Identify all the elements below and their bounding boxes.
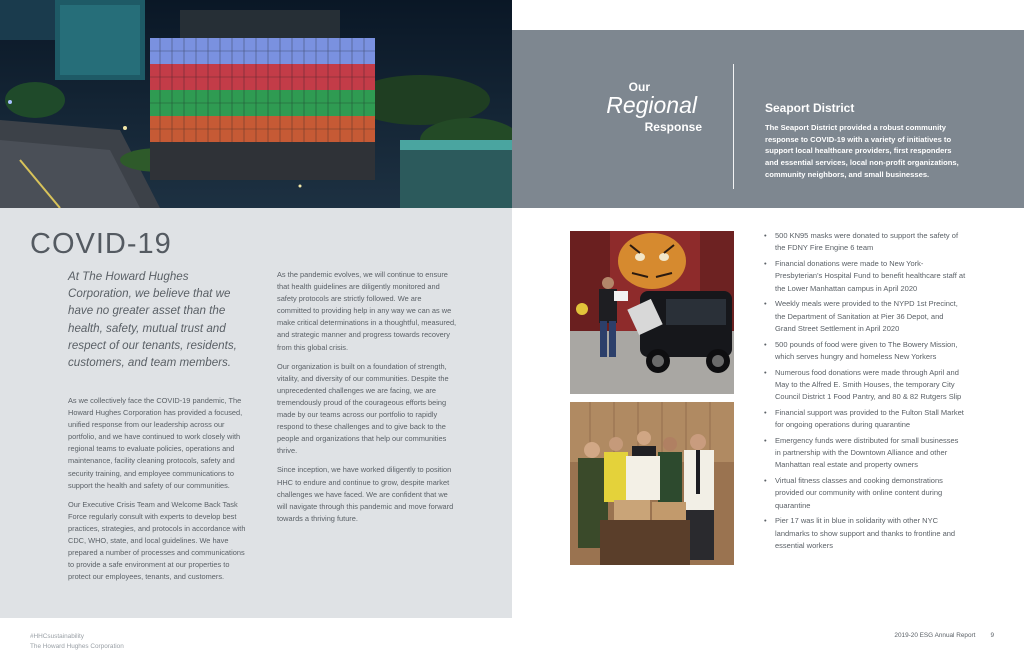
footer-company: The Howard Hughes Corporation: [30, 642, 124, 650]
list-item: • Weekly meals were provided to the NYPD 1st Precinct, the Department of Sanitation at Pier 36 Depot, and Grand Street Settlement in April 2020: [762, 298, 966, 335]
list-item: • Emergency funds were distributed for small businesses in partnership with the Downtown Alliance and other Manhattan real estate and property owners: [762, 435, 966, 472]
building-night-photo: [0, 0, 512, 208]
list-item: • Virtual fitness classes and cooking demonstrations provided our community with online content during quarantine: [762, 475, 966, 512]
list-item: • Financial support was provided to the Fulton Stall Market for ongoing operations during quarantine: [762, 407, 966, 432]
paragraph: Our organization is built on a foundation of strength, vitality, and diversity of our communities. Despite the unprecedented challenges we are facing, we are tremendously proud of the courageous efforts being made by our teams across our portfolio to rapidly respond to these challenges and to give back to the people and organizations that help our communities thrive.: [277, 361, 449, 456]
district-description: The Seaport District provided a robust community response to COVID-19 with a variety of initiatives to support local healthcare providers, first responders and essential services, local non-profit organizations, community neighbors, and small businesses.: [765, 123, 959, 179]
delivery-vehicle-photo: [570, 231, 734, 394]
heading-our: Our: [628, 80, 650, 94]
footer-left: [30, 632, 124, 651]
footer-right: [894, 632, 994, 639]
body-column-left: [68, 395, 252, 590]
donation-group-photo: [570, 402, 734, 565]
footer-hashtag: #HHCsustainability: [30, 633, 84, 640]
list-item: • Numerous food donations were made through April and May to the Alfred E. Smith Houses, the temporary City Council District 1 Food Pantry, and 80 & 82 Rutgers Slip: [762, 367, 966, 404]
paragraph: Our Executive Crisis Team and Welcome Back Task Force regularly consult with experts to develop best practices, strategies, and protocols in accordance with CDC, WHO, state, and local guidelines. We have prepared a number of processes and communications to provide a safe environment at our properties to protect our employees, tenants, and customers.: [68, 499, 246, 582]
paragraph: As the pandemic evolves, we will continue to ensure that health guidelines are diligently monitored and safety protocols are strictly followed. We are committed to providing help in any way we can as we make critical determinations in a thoughtful, measured, and strategic manner and progress towards recovery from this global crisis.: [277, 270, 457, 352]
list-item: • 500 KN95 masks were donated to support the safety of the FDNY Fire Engine 6 team: [762, 230, 966, 255]
report-title: 2019-20 ESG Annual Report: [894, 632, 976, 639]
body-column-right: [277, 269, 457, 532]
list-item: • Pier 17 was lit in blue in solidarity with other NYC landmarks to show support and thanks to frontline and essential workers: [762, 515, 966, 552]
covid-section: [0, 208, 512, 618]
list-item: • 500 pounds of food were given to The Bowery Mission, which serves hungry and homeless New Yorkers: [762, 339, 966, 364]
vertical-divider: [733, 64, 734, 189]
heading-regional: Regional: [606, 92, 697, 118]
district-title: Seaport District: [765, 101, 855, 115]
page-number: 9: [990, 632, 994, 639]
initiatives-list: [762, 230, 966, 556]
paragraph: As we collectively face the COVID-19 pandemic, The Howard Hughes Corporation has provided a focused, unified response from our leadership across our portfolio, and we have continued to work closely with regional teams to evaluate policies, operations and maintenance, facility cleaning protocols, safety and security training, and employee communications to support the health and safety of our communities.: [68, 396, 243, 490]
intro-statement: At The Howard Hughes Corporation, we believe that we have no greater asset than the health, safety, mutual trust and respect of our tenants, residents, customers, and team members.: [68, 270, 237, 370]
regional-response-panel: [512, 30, 1024, 208]
heading-response: Response: [644, 120, 702, 134]
page-title: COVID-19: [30, 228, 172, 260]
paragraph: Since inception, we have worked diligently to position HHC to endure and continue to grow, despite market challenges we have faced. We are confident that we will navigate through this pandemic and move forward towards a thriving future.: [277, 465, 454, 523]
list-item: • Financial donations were made to New York-Presbyterian's Hospital Fund to benefit healthcare staff at the Lower Manhattan campus in April 2020: [762, 258, 966, 295]
